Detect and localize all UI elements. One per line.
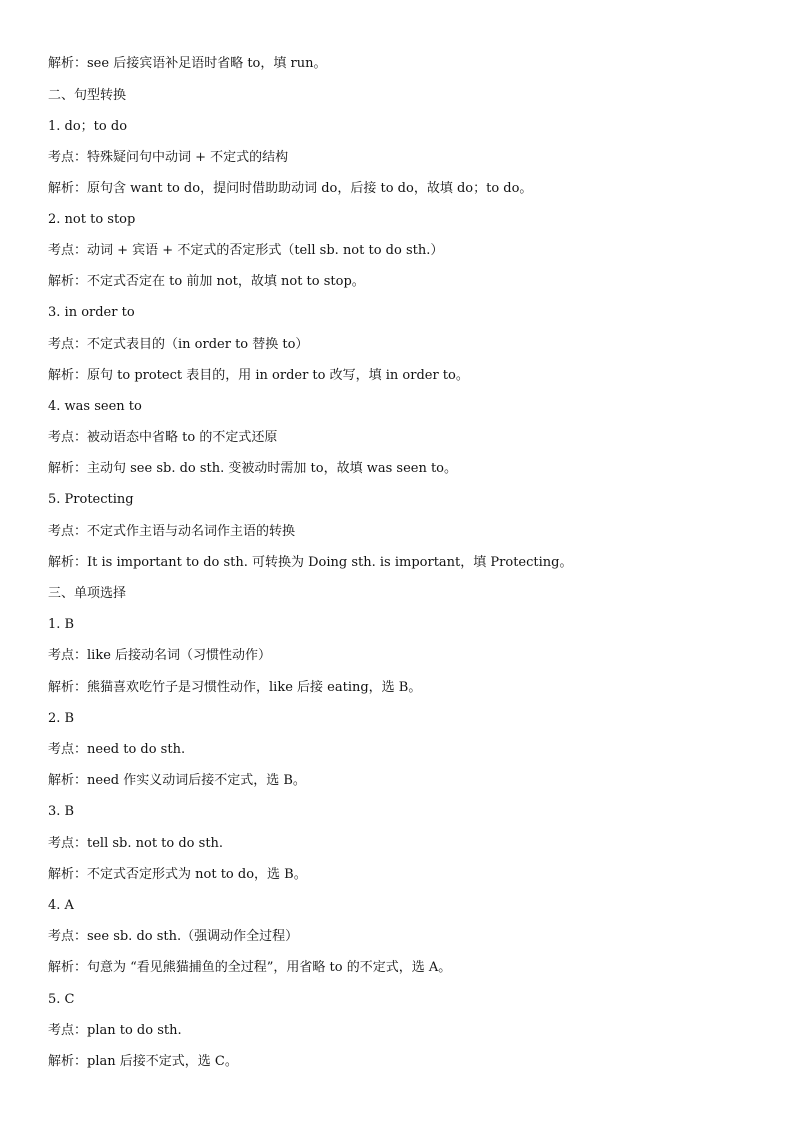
analysis-line: 解析：不定式否定形式为 not to do，选 B。	[48, 867, 307, 882]
section-heading: 三、单项选择	[48, 586, 127, 601]
test-point-line: 考点：tell sb. not to do sth.	[48, 836, 224, 851]
answer-line: 2. not to stop	[48, 212, 136, 227]
answer-line: 1. B	[48, 617, 75, 632]
test-point-line: 考点：动词 + 宾语 + 不定式的否定形式（tell sb. not to do sth.）	[48, 243, 444, 258]
test-point-line: 考点：need to do sth.	[48, 742, 186, 757]
test-point-line: 考点：不定式作主语与动名词作主语的转换	[48, 524, 296, 539]
analysis-line: 解析：原句含 want to do，提问时借助助动词 do，后接 to do，故填 do；to do。	[48, 181, 533, 196]
test-point-line: 考点：被动语态中省略 to 的不定式还原	[48, 430, 278, 445]
answer-line: 4. A	[48, 898, 74, 913]
answer-line: 1. do；to do	[48, 119, 128, 134]
analysis-line: 解析：句意为 “看见熊猫捕鱼的全过程”，用省略 to 的不定式，选 A。	[48, 960, 452, 975]
analysis-line: 解析：need 作实义动词后接不定式，选 B。	[48, 773, 306, 788]
analysis-line: 解析：原句 to protect 表目的，用 in order to 改写，填 in order to。	[48, 368, 469, 383]
answer-line: 5. Protecting	[48, 492, 134, 507]
analysis-line: 解析：It is important to do sth. 可转换为 Doing sth. is important，填 Protecting。	[48, 555, 573, 570]
answer-line: 5. C	[48, 992, 75, 1007]
analysis-line: 解析：熊猫喜欢吃竹子是习惯性动作，like 后接 eating，选 B。	[48, 680, 422, 695]
test-point-line: 考点：like 后接动名词（习惯性动作）	[48, 648, 272, 663]
analysis-line: 解析：plan 后接不定式，选 C。	[48, 1054, 238, 1069]
test-point-line: 考点：plan to do sth.	[48, 1023, 182, 1038]
test-point-line: 考点：不定式表目的（in order to 替换 to）	[48, 337, 309, 352]
answer-line: 4. was seen to	[48, 399, 142, 414]
answer-line: 3. in order to	[48, 305, 135, 320]
test-point-line: 考点：特殊疑问句中动词 + 不定式的结构	[48, 150, 289, 165]
analysis-line: 解析：不定式否定在 to 前加 not，故填 not to stop。	[48, 274, 365, 289]
analysis-line: 解析：主动句 see sb. do sth. 变被动时需加 to，故填 was seen to。	[48, 461, 458, 476]
analysis-line: 解析：see 后接宾语补足语时省略 to，填 run。	[48, 56, 327, 71]
answer-line: 3. B	[48, 804, 75, 819]
test-point-line: 考点：see sb. do sth.（强调动作全过程）	[48, 929, 299, 944]
section-heading: 二、句型转换	[48, 88, 127, 103]
answer-line: 2. B	[48, 711, 75, 726]
